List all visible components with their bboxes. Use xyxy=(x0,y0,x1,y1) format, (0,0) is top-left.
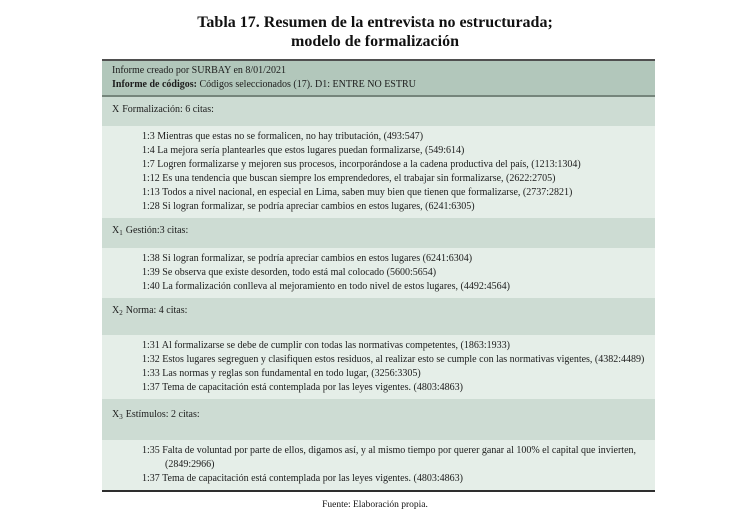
quote-line: 1:32 Estos lugares segreguen y clasifiquen estos residuos, al realizar esto se cumple con las normativas vigentes, (4382:4489) xyxy=(142,353,645,365)
section-quotes xyxy=(102,126,655,218)
section-code: X xyxy=(112,104,120,115)
source-note: Fuente: Elaboración propia. xyxy=(322,500,428,510)
section-code-subscript: 3 xyxy=(119,412,123,421)
sections-container xyxy=(102,97,655,490)
section-label: Estímulos: 2 citas: xyxy=(125,408,200,420)
section-code-subscript: 2 xyxy=(119,309,123,317)
quote-line: 1:40 La formalización conlleva al mejoramiento en todo nivel de estos lugares, (4492:4564) xyxy=(142,281,510,292)
section-quotes xyxy=(102,335,655,399)
section-header xyxy=(102,97,655,126)
report-codes-label: Informe de códigos: xyxy=(112,78,197,90)
code-section xyxy=(102,399,655,491)
section-header xyxy=(102,399,655,441)
section-label: Norma: 4 citas: xyxy=(125,305,188,316)
quote-line: 1:13 Todos a nivel nacional, en especial en Lima, saben muy bien que tienen que formalizarse, (2737:2821) xyxy=(142,186,573,198)
code-section xyxy=(102,97,655,218)
quote-line: 1:12 Es una tendencia que buscan siempre los emprendedores, el trabajar sin formalizarse, (2622:2705) xyxy=(142,172,556,184)
quote-line: 1:33 Las normas y reglas son fundamental en todo lugar, (3256:3305) xyxy=(142,367,421,379)
section-quotes xyxy=(102,440,655,490)
section-label: Formalización: 6 citas: xyxy=(122,104,214,115)
section-code: X xyxy=(112,305,120,316)
table-title xyxy=(0,0,750,51)
code-section xyxy=(102,218,655,299)
quote-line: 1:31 Al formalizarse se debe de cumplir con todas las normativas competentes, (1863:1933) xyxy=(142,339,510,351)
section-header xyxy=(102,218,655,249)
section-header xyxy=(102,298,655,335)
section-code: X xyxy=(112,224,120,236)
quote-line: 1:35 Falta de voluntad por parte de ellos, digamos así, y al mismo tiempo por querer ganar al 100% el capital que invierten, (2849:2966) xyxy=(142,445,637,470)
quote-line: 1:4 La mejora sería plantearles que estos lugares puedan formalizarse, (549:614) xyxy=(142,144,465,156)
section-code: X xyxy=(112,408,120,420)
quote-line: 1:7 Logren formalizarse y mejoren sus procesos, incorporándose a la cadena productiva del país, (1213:1304) xyxy=(142,158,581,170)
report-codes-line xyxy=(112,78,645,92)
quote-line: 1:28 Si logran formalizar, se podría apreciar cambios en estos lugares, (6241:6305) xyxy=(142,200,475,212)
report-header xyxy=(102,61,655,95)
quote-line: 1:3 Mientras que estas no se formalicen, no hay tributación, (493:547) xyxy=(142,130,424,142)
code-section xyxy=(102,298,655,399)
quote-line: 1:39 Se observa que existe desorden, todo está mal colocado (5600:5654) xyxy=(142,267,437,278)
report-codes-value: Códigos seleccionados (17). D1: ENTRE NO ESTRU xyxy=(197,78,416,90)
summary-table xyxy=(102,59,655,492)
quote-line: 1:37 Tema de capacitación está contemplada por las leyes vigentes. (4803:4863) xyxy=(142,473,463,484)
quote-line: 1:38 Si logran formalizar, se podría apreciar cambios en estos lugares (6241:6304) xyxy=(142,253,473,264)
section-label: Gestión:3 citas: xyxy=(125,224,189,236)
section-quotes xyxy=(102,248,655,298)
table-title-line1: Tabla 17. Resumen de la entrevista no estructurada; xyxy=(197,14,553,31)
section-code-subscript: 1 xyxy=(119,228,123,237)
table-title-line2: modelo de formalización xyxy=(291,33,459,50)
report-created-line: Informe creado por SURBAY en 8/01/2021 xyxy=(112,65,286,76)
quote-line: 1:37 Tema de capacitación está contemplada por las leyes vigentes. (4803:4863) xyxy=(142,381,463,393)
